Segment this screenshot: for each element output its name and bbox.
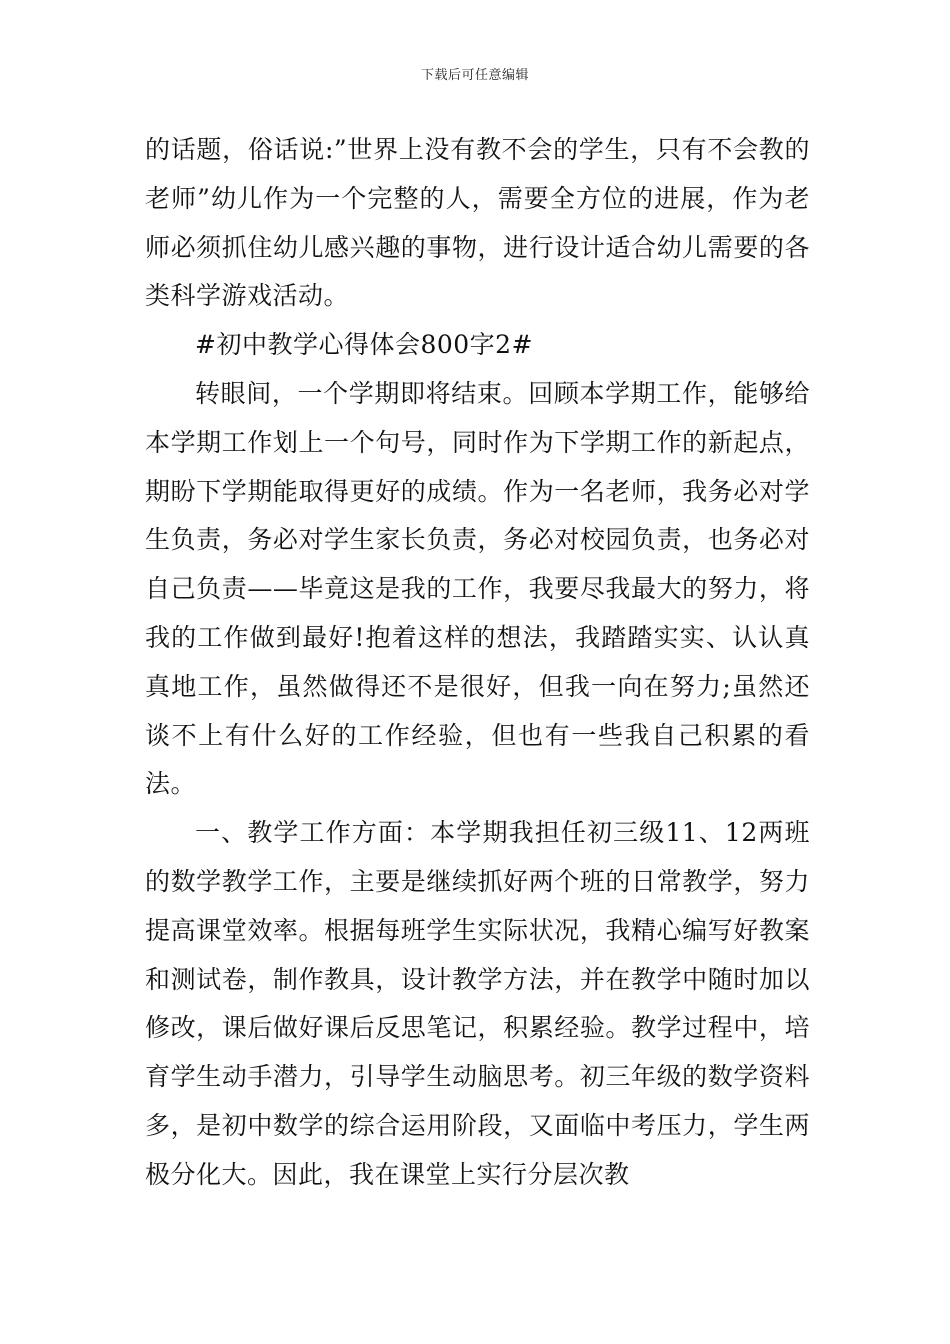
section-heading: #初中教学心得体会800字2# <box>195 330 534 360</box>
paragraph-teaching-work: 一、教学工作方面：本学期我担任初三级11、12两班的数学教学工作，主要是继续抓好两个班的日常教学，努力提高课堂效率。根据每班学生实际状况，我精心编写好教案和测试卷，制作教具，设计教学方法，并在教学中随时加以修改，课后做好课后反思笔记，积累经验。教学过程中，培育学生动手潜力，引导学生动脑思考。初三年级的数学资料多，是初中数学的综合运用阶段，又面临中考压力，学生两极分化大。因此，我在课堂上实行分层次教 <box>145 818 810 1189</box>
page-header-note: 下载后可任意编辑 <box>420 68 529 83</box>
paragraph-continuation: 的话题，俗话说:”世界上没有教不会的学生，只有不会教的老师”幼儿作为一个完整的人，需要全方位的进展，作为老师必须抓住幼儿感兴趣的事物，进行设计适合幼儿需要的各类科学游戏活动。 <box>145 135 810 311</box>
document-body <box>145 126 810 1200</box>
paragraph-intro: 转眼间，一个学期即将结束。回顾本学期工作，能够给本学期工作划上一个句号，同时作为下学期工作的新起点，期盼下学期能取得更好的成绩。作为一名老师，我务必对学生负责，务必对学生家长负责，务必对校园负责，也务必对自己负责——毕竟这是我的工作，我要尽我最大的努力，将我的工作做到最好!抱着这样的想法，我踏踏实实、认认真真地工作，虽然做得还不是很好，但我一向在努力;虽然还谈不上有什么好的工作经验，但也有一些我自己积累的看法。 <box>145 378 810 799</box>
